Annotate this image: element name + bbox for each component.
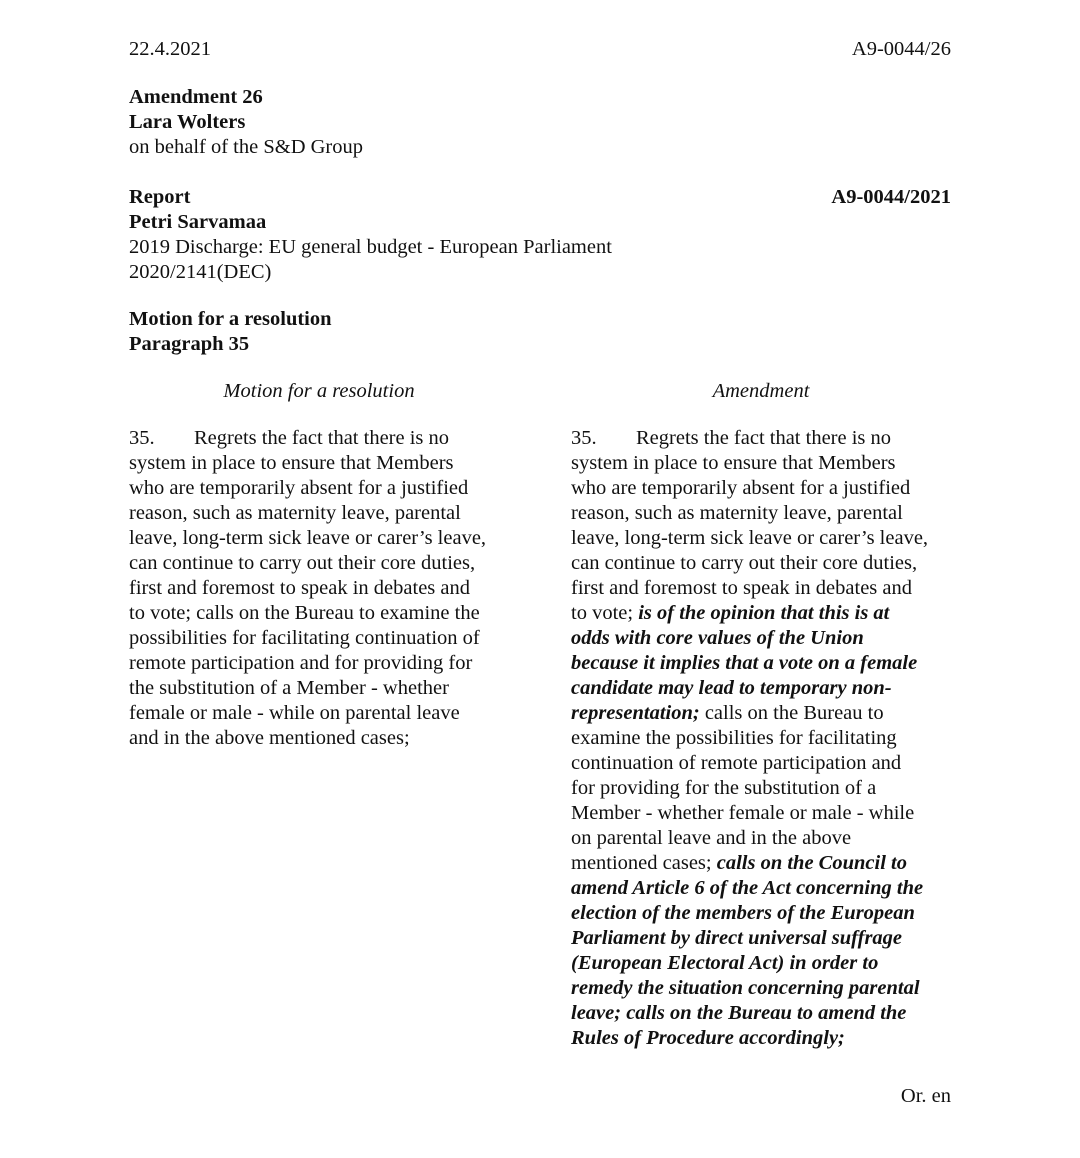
amended-line: continuation of remote participation and — [571, 752, 902, 774]
original-paragraph-number: 35. — [129, 427, 155, 449]
inserted-text: representation; — [571, 702, 700, 724]
amended-text-column — [571, 426, 961, 1051]
inserted-text-line: leave; calls on the Bureau to amend the — [571, 1002, 907, 1024]
amended-line: to vote; is of the opinion that this is at — [571, 602, 890, 624]
original-line: can continue to carry out their core duties, — [129, 552, 476, 574]
original-line: the substitution of a Member - whether — [129, 677, 449, 699]
original-line: system in place to ensure that Members — [129, 452, 454, 474]
report-subject: 2019 Discharge: EU general budget - European Parliament — [129, 236, 612, 258]
amended-line: reason, such as maternity leave, parental — [571, 502, 903, 524]
inserted-text-line: Parliament by direct universal suffrage — [571, 927, 903, 949]
inserted-text-line: election of the members of the European — [571, 902, 915, 924]
amended-line: mentioned cases; calls on the Council to — [571, 852, 907, 874]
original-line: reason, such as maternity leave, parental — [129, 502, 461, 524]
inserted-text-line: odds with core values of the Union — [571, 627, 864, 649]
amended-line: on parental leave and in the above — [571, 827, 852, 849]
report-reference: A9-0044/2021 — [831, 186, 951, 208]
report-rapporteur: Petri Sarvamaa — [129, 211, 267, 233]
document-date: 22.4.2021 — [129, 38, 211, 60]
original-line: female or male - while on parental leave — [129, 702, 460, 724]
report-block — [129, 185, 949, 285]
document-reference: A9-0044/26 — [851, 38, 951, 60]
inserted-text-line: Rules of Procedure accordingly; — [571, 1027, 845, 1049]
original-line: who are temporarily absent for a justified — [129, 477, 469, 499]
report-label: Report — [129, 186, 191, 208]
report-procedure: 2020/2141(DEC) — [129, 261, 272, 283]
amendment-group: on behalf of the S&D Group — [129, 136, 363, 158]
amendment-author: Lara Wolters — [129, 111, 246, 133]
amended-line: examine the possibilities for facilitating — [571, 727, 897, 749]
amended-line: for providing for the substitution of a — [571, 777, 877, 799]
original-language: Or. en — [900, 1085, 951, 1107]
section-block — [129, 307, 332, 357]
original-line: first and foremost to speak in debates and — [129, 577, 471, 599]
amended-line: can continue to carry out their core duties, — [571, 552, 918, 574]
amended-line-1: 35. Regrets the fact that there is no — [571, 427, 892, 449]
original-line: leave, long-term sick leave or carer’s leave, — [129, 527, 487, 549]
amended-line: leave, long-term sick leave or carer’s leave, — [571, 527, 929, 549]
amended-line: first and foremost to speak in debates and — [571, 577, 913, 599]
amended-paragraph-number: 35. — [571, 427, 597, 449]
inserted-text-line: because it implies that a vote on a female — [571, 652, 918, 674]
original-line: to vote; calls on the Bureau to examine the — [129, 602, 480, 624]
original-line: and in the above mentioned cases; — [129, 727, 410, 749]
inserted-text-line: candidate may lead to temporary non- — [571, 677, 892, 699]
amendment-title: Amendment 26 — [129, 86, 263, 108]
amended-line: who are temporarily absent for a justified — [571, 477, 911, 499]
right-column-heading: Amendment — [712, 380, 810, 402]
original-line: possibilities for facilitating continuation of — [129, 627, 480, 649]
inserted-text: is of the opinion that this is at — [638, 602, 890, 624]
amended-line: representation; calls on the Bureau to — [571, 702, 884, 724]
left-column-heading: Motion for a resolution — [223, 380, 415, 402]
amendment-block — [129, 85, 363, 160]
original-line-1: 35. Regrets the fact that there is no — [129, 427, 450, 449]
inserted-text-line: (European Electoral Act) in order to — [571, 952, 879, 974]
original-text-column — [129, 426, 519, 751]
section-paragraph: Paragraph 35 — [129, 333, 250, 355]
section-type: Motion for a resolution — [129, 308, 332, 330]
amended-line: system in place to ensure that Members — [571, 452, 896, 474]
inserted-text-line: remedy the situation concerning parental — [571, 977, 920, 999]
inserted-text: calls on the Council to — [716, 852, 907, 874]
amended-line: Member - whether female or male - while — [571, 802, 915, 824]
original-line: remote participation and for providing for — [129, 652, 473, 674]
inserted-text-line: amend Article 6 of the Act concerning the — [571, 877, 924, 899]
